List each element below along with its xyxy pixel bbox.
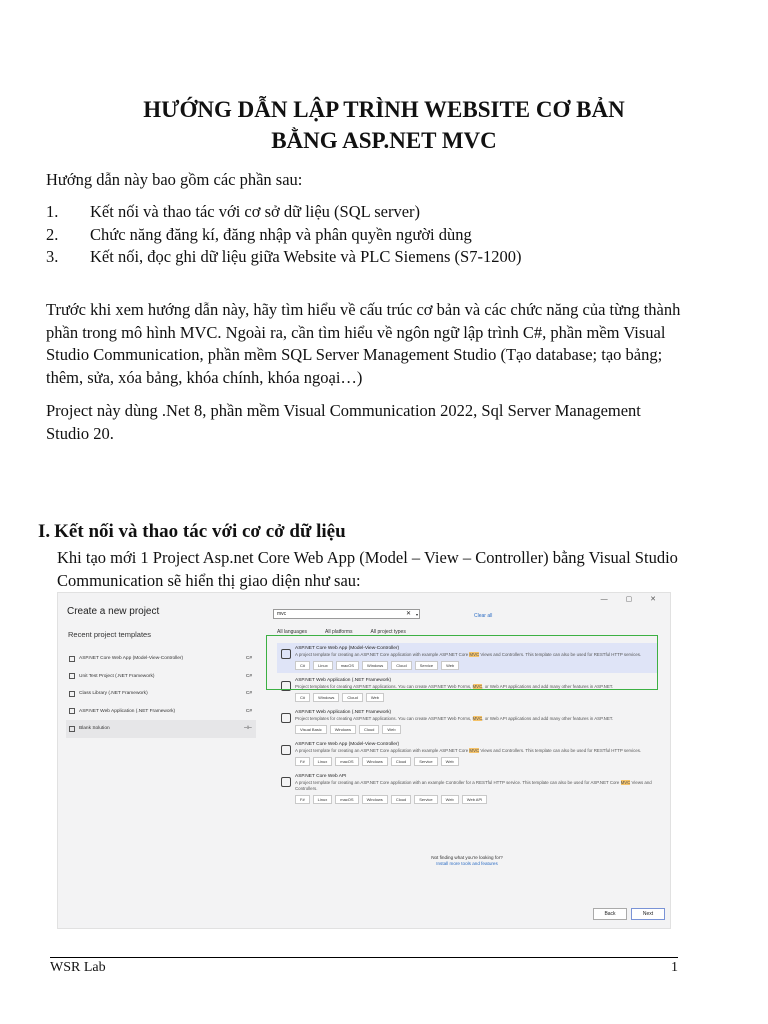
- recent-template-name: Blank Solution: [79, 726, 110, 732]
- tag: Windows: [313, 693, 339, 702]
- not-finding-message: [424, 855, 510, 867]
- api-template-icon: [281, 777, 291, 787]
- window-controls[interactable]: — ▢ ✕: [600, 596, 664, 603]
- section-title: Kết nối và thao tác với cơ cở dữ liệu: [54, 521, 346, 542]
- search-value: mvc: [277, 611, 287, 617]
- recent-template-item[interactable]: [66, 703, 256, 721]
- list-item: [46, 246, 521, 269]
- tag: macOS: [335, 795, 358, 804]
- project-type-filter[interactable]: All project types: [370, 629, 406, 635]
- template-name: ASP.NET Web Application (.NET Framework): [295, 678, 392, 683]
- template-item-mvc-fsharp[interactable]: [277, 739, 657, 769]
- tag: Windows: [330, 725, 356, 734]
- list-item: [46, 224, 521, 247]
- template-icon: [69, 673, 75, 679]
- recent-template-item[interactable]: [66, 720, 256, 738]
- template-item-aspnet-vb[interactable]: [277, 707, 657, 737]
- recent-template-item[interactable]: [66, 650, 256, 668]
- template-description: Project templates for creating ASP.NET applications. You can create ASP.NET Web Forms, MVC, or Web API applications and add many other features in ASP.NET.: [295, 716, 614, 721]
- list-number: 3.: [46, 247, 59, 266]
- recent-template-item[interactable]: [66, 668, 256, 686]
- template-tags: [295, 757, 653, 766]
- paragraph-prerequisites: Trước khi xem hướng dẫn này, hãy tìm hiểu về cấu trúc cơ bản và các chức năng của từng thành phần trong mô hình MVC. Ngoài ra, cần tìm hiểu về ngôn ngữ lập trình C#, phần mềm Visual Studio Communication, phần mềm SQL Server Management Studio (Tạo database; tạo bảng; thêm, sửa, xóa bảng, khóa chính, khóa ngoại…): [46, 300, 681, 387]
- web-template-icon: [281, 713, 291, 723]
- chevron-down-icon[interactable]: ▾: [415, 612, 418, 617]
- tag: Service: [415, 661, 438, 670]
- list-number: 2.: [46, 224, 59, 244]
- paragraph-create-project: Khi tạo mới 1 Project Asp.net Core Web App (Model – View – Controller) bằng Visual Studio Communication sẽ hiển thị giao diện như sau:: [57, 548, 678, 590]
- pin-icon[interactable]: ⊣⊢: [243, 726, 252, 732]
- template-tags: [295, 795, 653, 804]
- template-tags: [295, 725, 653, 734]
- tag: Web: [382, 725, 400, 734]
- page-number: 1: [671, 960, 678, 975]
- tag: Cloud: [391, 795, 411, 804]
- template-icon: [69, 691, 75, 697]
- recent-template-lang: C#: [245, 708, 252, 714]
- recent-template-lang: C#: [245, 673, 252, 679]
- footer-lab-name: WSR Lab: [50, 960, 106, 975]
- template-tags: [295, 693, 653, 702]
- tag: macOS: [335, 757, 358, 766]
- contents-list: [46, 201, 521, 269]
- section-number: I.: [38, 521, 51, 542]
- section-heading: [38, 521, 346, 543]
- tag: Cloud: [359, 725, 379, 734]
- dialog-title: Create a new project: [67, 606, 160, 617]
- template-description: Project templates for creating ASP.NET applications. You can create ASP.NET Web Forms, MVC, or Web API applications and add many other features in ASP.NET.: [295, 684, 614, 689]
- template-icon: [69, 726, 75, 732]
- template-name: ASP.NET Core Web API: [295, 774, 347, 779]
- next-button[interactable]: Next: [631, 908, 665, 920]
- tag: Linux: [313, 661, 333, 670]
- title-line-1: HƯỚNG DẪN LẬP TRÌNH WEBSITE CƠ BẢN: [143, 97, 625, 122]
- tag: Cloud: [391, 757, 411, 766]
- tag: Linux: [313, 757, 333, 766]
- template-icon: [69, 708, 75, 714]
- title-line-2: BẰNG ASP.NET MVC: [271, 128, 497, 153]
- tag: Web: [441, 757, 459, 766]
- template-description: A project template for creating an ASP.NET Core application with example ASP.NET Core MVC Views and Controllers. This template can also be used for RESTful HTTP services.: [295, 748, 642, 753]
- install-more-tools-link[interactable]: Install more tools and features: [436, 861, 498, 866]
- recent-templates-heading: Recent project templates: [68, 630, 151, 639]
- back-button[interactable]: Back: [593, 908, 627, 920]
- tag: Windows: [362, 795, 388, 804]
- template-name: ASP.NET Core Web App (Model-View-Controller): [295, 742, 400, 747]
- tag: F#: [295, 795, 310, 804]
- template-name: ASP.NET Web Application (.NET Framework): [295, 710, 392, 715]
- tag: Web API: [462, 795, 488, 804]
- clear-search-icon[interactable]: ✕: [405, 611, 411, 617]
- list-item: [46, 201, 521, 224]
- template-name: ASP.NET Core Web App (Model-View-Controller): [295, 646, 400, 651]
- template-icon: [69, 656, 75, 662]
- tag: Windows: [362, 661, 388, 670]
- intro-text: Hướng dẫn này bao gồm các phần sau:: [46, 170, 303, 189]
- tag: C#: [295, 693, 310, 702]
- recent-templates-list: [66, 650, 256, 738]
- recent-template-lang: C#: [245, 656, 252, 662]
- template-item-webapi-fsharp[interactable]: [277, 771, 657, 807]
- paragraph-versions: Project này dùng .Net 8, phần mềm Visual Communication 2022, Sql Server Management Studio 20.: [46, 401, 641, 443]
- recent-template-name: ASP.NET Core Web App (Model-View-Controller): [79, 656, 184, 662]
- footer-divider: [50, 957, 678, 958]
- template-description: A project template for creating an ASP.NET Core application with an example Controller for a RESTful HTTP service. This template can also be used for ASP.NET Core MVC Views and Controllers.: [295, 780, 652, 791]
- document-title: [60, 94, 708, 156]
- platform-filter[interactable]: All platforms: [325, 629, 353, 635]
- selection-highlight-box: [266, 635, 658, 690]
- tag: Web: [441, 661, 459, 670]
- recent-template-name: Class Library (.NET Framework): [79, 691, 148, 697]
- list-text: Chức năng đăng kí, đăng nhập và phân quyền người dùng: [90, 224, 472, 244]
- list-text: Kết nối, đọc ghi dữ liệu giữa Website và PLC Siemens (S7-1200): [90, 247, 522, 266]
- clear-all-link[interactable]: Clear all: [474, 613, 493, 619]
- tag: Web: [441, 795, 459, 804]
- tag: macOS: [336, 661, 359, 670]
- list-text: Kết nối và thao tác với cơ sở dữ liệu (SQL server): [90, 202, 421, 221]
- list-number: 1.: [46, 202, 59, 221]
- tag: Web: [366, 693, 384, 702]
- tag: C#: [295, 661, 310, 670]
- recent-template-item[interactable]: [66, 685, 256, 703]
- not-finding-text: Not finding what you're looking for?: [431, 855, 503, 860]
- recent-template-name: ASP.NET Web Application (.NET Framework): [79, 708, 176, 714]
- tag: Cloud: [342, 693, 362, 702]
- tag: Service: [414, 795, 437, 804]
- create-project-screenshot: [57, 592, 671, 929]
- tag: Service: [414, 757, 437, 766]
- template-description: A project template for creating an ASP.NET Core application with example ASP.NET Core MVC Views and Controllers. This template can also be used for RESTful HTTP services.: [295, 652, 642, 657]
- tag: Windows: [362, 757, 388, 766]
- tag: F#: [295, 757, 310, 766]
- tag: Cloud: [391, 661, 411, 670]
- template-search-input[interactable]: [273, 609, 420, 619]
- recent-template-lang: C#: [245, 691, 252, 697]
- language-filter[interactable]: All languages: [277, 629, 308, 635]
- tag: Visual Basic: [295, 725, 327, 734]
- recent-template-name: Unit Test Project (.NET Framework): [79, 673, 155, 679]
- web-template-icon: [281, 745, 291, 755]
- tag: Linux: [313, 795, 333, 804]
